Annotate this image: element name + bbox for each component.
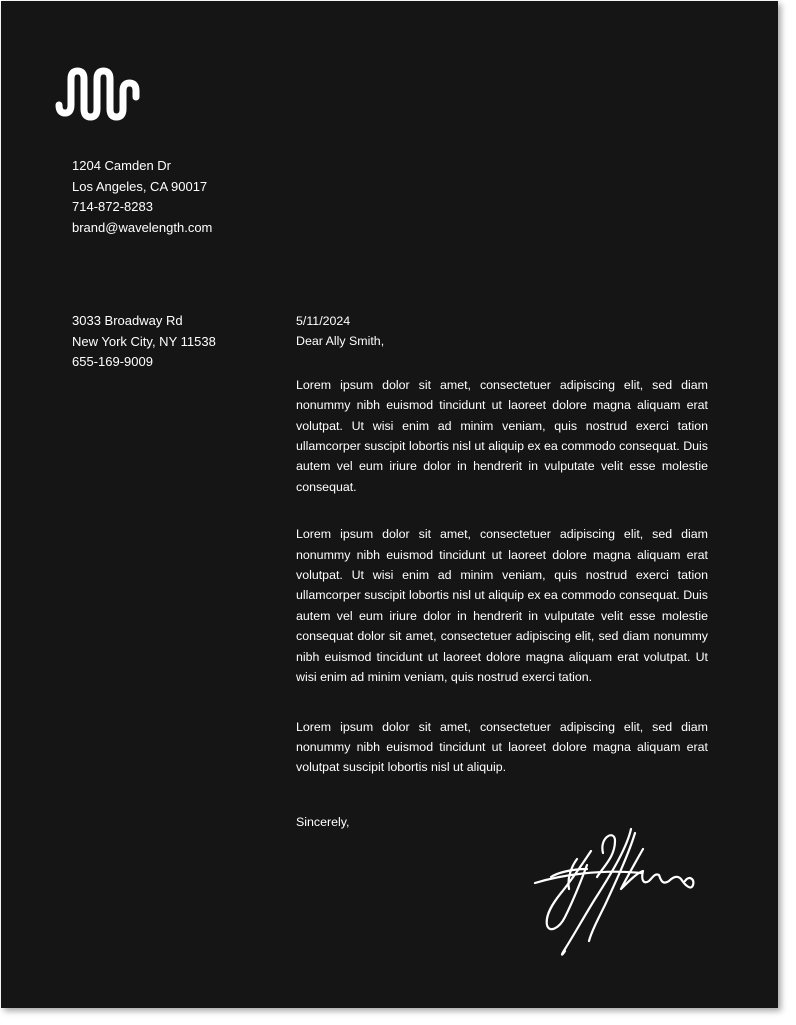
- letter-paragraph: Lorem ipsum dolor sit amet, consectetuer adipiscing elit, sed diam nonummy nibh euismod tincidunt ut laoreet dolore magna aliquam erat volutpat. Ut wisi enim ad minim veniam, quis nostrud exerci tation ullamcorper suscipit lobortis nisl ut aliquip ex ea commodo consequat. Duis autem vel eum iriure dolor in hendrerit in vulputate velit esse molestie consequat.: [296, 377, 708, 494]
- sender-address-block: [72, 156, 212, 238]
- letter-paragraph: Lorem ipsum dolor sit amet, consectetuer adipiscing elit, sed diam nonummy nibh euismod tincidunt ut laoreet dolore magna aliquam erat volutpat suscipit lobortis nisl ut aliquip.: [296, 719, 708, 775]
- sender-email: brand@wavelength.com: [72, 219, 213, 235]
- recipient-phone: 655-169-9009: [72, 354, 153, 369]
- letter-date: 5/11/2024: [296, 314, 351, 328]
- letter-paragraph: Lorem ipsum dolor sit amet, consectetuer adipiscing elit, sed diam nonummy nibh euismod tincidunt ut laoreet dolore magna aliquam erat volutpat. Ut wisi enim ad minim veniam, quis nostrud exerci tation ullamcorper suscipit lobortis nisl ut aliquip ex ea commodo consequat. Duis autem vel eum iriure dolor in hendrerit in vulputate velit esse molestie consequat dolor sit amet, consectetuer adipiscing elit, sed diam nonummy nibh euismod tincidunt ut laoreet dolore magna aliquam erat volutpat. Ut wisi enim ad minim veniam, quis nostrud exerci tation.: [296, 527, 708, 685]
- recipient-street: 3033 Broadway Rd: [72, 313, 183, 328]
- wave-squiggle-icon: [51, 61, 147, 129]
- sender-city: Los Angeles, CA 90017: [72, 178, 208, 194]
- letter-closing: Sincerely,: [296, 814, 350, 829]
- recipient-address-block: [72, 311, 216, 373]
- letter-salutation: Dear Ally Smith,: [296, 334, 385, 349]
- sender-phone: 714-872-8283: [72, 199, 153, 214]
- sender-street: 1204 Camden Dr: [72, 158, 171, 173]
- letterhead-page: [1, 1, 778, 1008]
- recipient-city: New York City, NY 11538: [72, 333, 216, 349]
- letter-body: [296, 311, 708, 832]
- handwritten-signature-icon: [531, 823, 701, 963]
